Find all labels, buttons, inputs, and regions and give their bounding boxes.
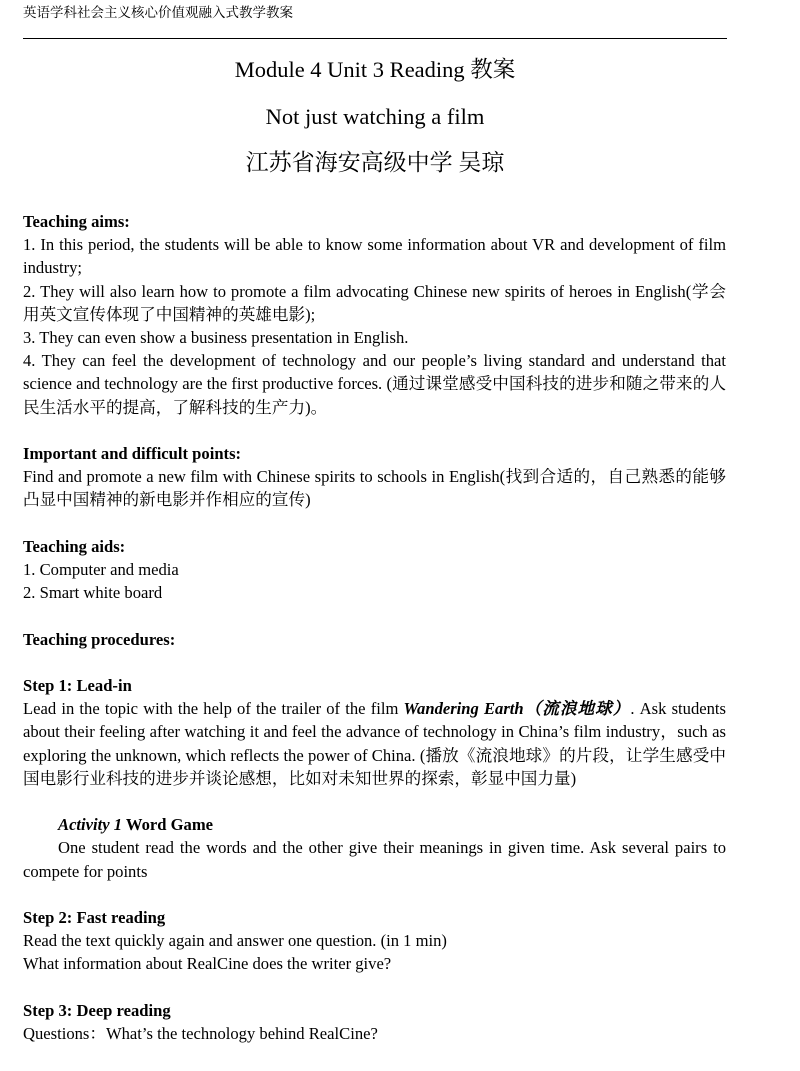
paragraph <box>23 697 726 790</box>
step-2-section <box>23 906 726 976</box>
step-heading: Step 2: Fast reading <box>23 908 166 927</box>
list-item: 1. In this period, the students will be able to know some information about VR and development of film industry; <box>23 235 726 278</box>
header-rule <box>23 38 727 39</box>
spacer <box>23 419 726 442</box>
paragraph: Questions：What’s the technology behind RealCine? <box>23 1024 378 1043</box>
teaching-aids-section <box>23 535 726 605</box>
spacer <box>23 883 726 906</box>
paragraph: Find and promote a new film with Chinese spirits to schools in English(找到合适的，自己熟悉的能够凸显中国精神的新电影并作相应的宣传) <box>23 467 726 510</box>
step-heading: Step 3: Deep reading <box>23 1000 171 1020</box>
activity-name: Word Game <box>122 815 214 835</box>
section-heading: Important and difficult points: <box>23 444 242 464</box>
activity-label: Activity 1 <box>58 815 123 835</box>
document-body <box>23 210 726 1045</box>
text-run: . Ask students about their feeling after watching it and feel the advance of technology in China’s film industry，such as exploring the unknown, which reflects the power of China. (播放《流浪地球》的片段，让学生感受中国电影行业科技的进步并谈论感想，比如对未知世界的探索，彰显中国力量) <box>23 699 726 788</box>
list-item: 2. Smart white board <box>23 583 163 603</box>
section-heading: Teaching aims: <box>23 212 130 231</box>
document-subtitle: Not just watching a film <box>265 104 485 129</box>
text-run: Lead in the topic with the help of the trailer of the film <box>23 699 404 719</box>
list-item: 4. They can feel the development of technology and our people’s living standard and understand that science and technology are the first productive forces. (通过课堂感受中国科技的进步和随之带来的人民生活水平的提高，了解科技的生产力)。 <box>23 351 726 417</box>
spacer <box>23 790 726 813</box>
running-header: 英语学科社会主义核心价值观融入式教学教案 <box>23 5 293 20</box>
document-author: 江苏省海安高级中学 吴琼 <box>245 150 505 175</box>
paragraph: Read the text quickly again and answer one question. (in 1 min) <box>23 931 447 951</box>
activity-heading <box>23 813 726 836</box>
section-heading: Teaching procedures: <box>23 629 176 649</box>
step-heading: Step 1: Lead-in <box>23 676 132 695</box>
key-points-section <box>23 442 726 512</box>
spacer <box>23 976 726 999</box>
step-1-section <box>23 674 726 883</box>
step-3-section <box>23 999 726 1045</box>
paragraph: One student read the words and the other give their meanings in given time. Ask several pairs to compete for points <box>23 838 726 881</box>
spacer <box>23 604 726 627</box>
film-title: Wandering Earth（流浪地球） <box>403 699 631 719</box>
paragraph: What information about RealCine does the writer give? <box>23 954 392 974</box>
spacer <box>23 651 726 674</box>
list-item: 1. Computer and media <box>23 560 179 580</box>
teaching-aims-section <box>23 210 726 419</box>
section-heading: Teaching aids: <box>23 536 126 556</box>
document-title: Module 4 Unit 3 Reading 教案 <box>234 57 516 82</box>
list-item: 3. They can even show a business presentation in English. <box>23 328 409 348</box>
spacer <box>23 512 726 535</box>
list-item: 2. They will also learn how to promote a film advocating Chinese new spirits of heroes in English(学会用英文宣传体现了中国精神的英雄电影); <box>23 281 726 324</box>
